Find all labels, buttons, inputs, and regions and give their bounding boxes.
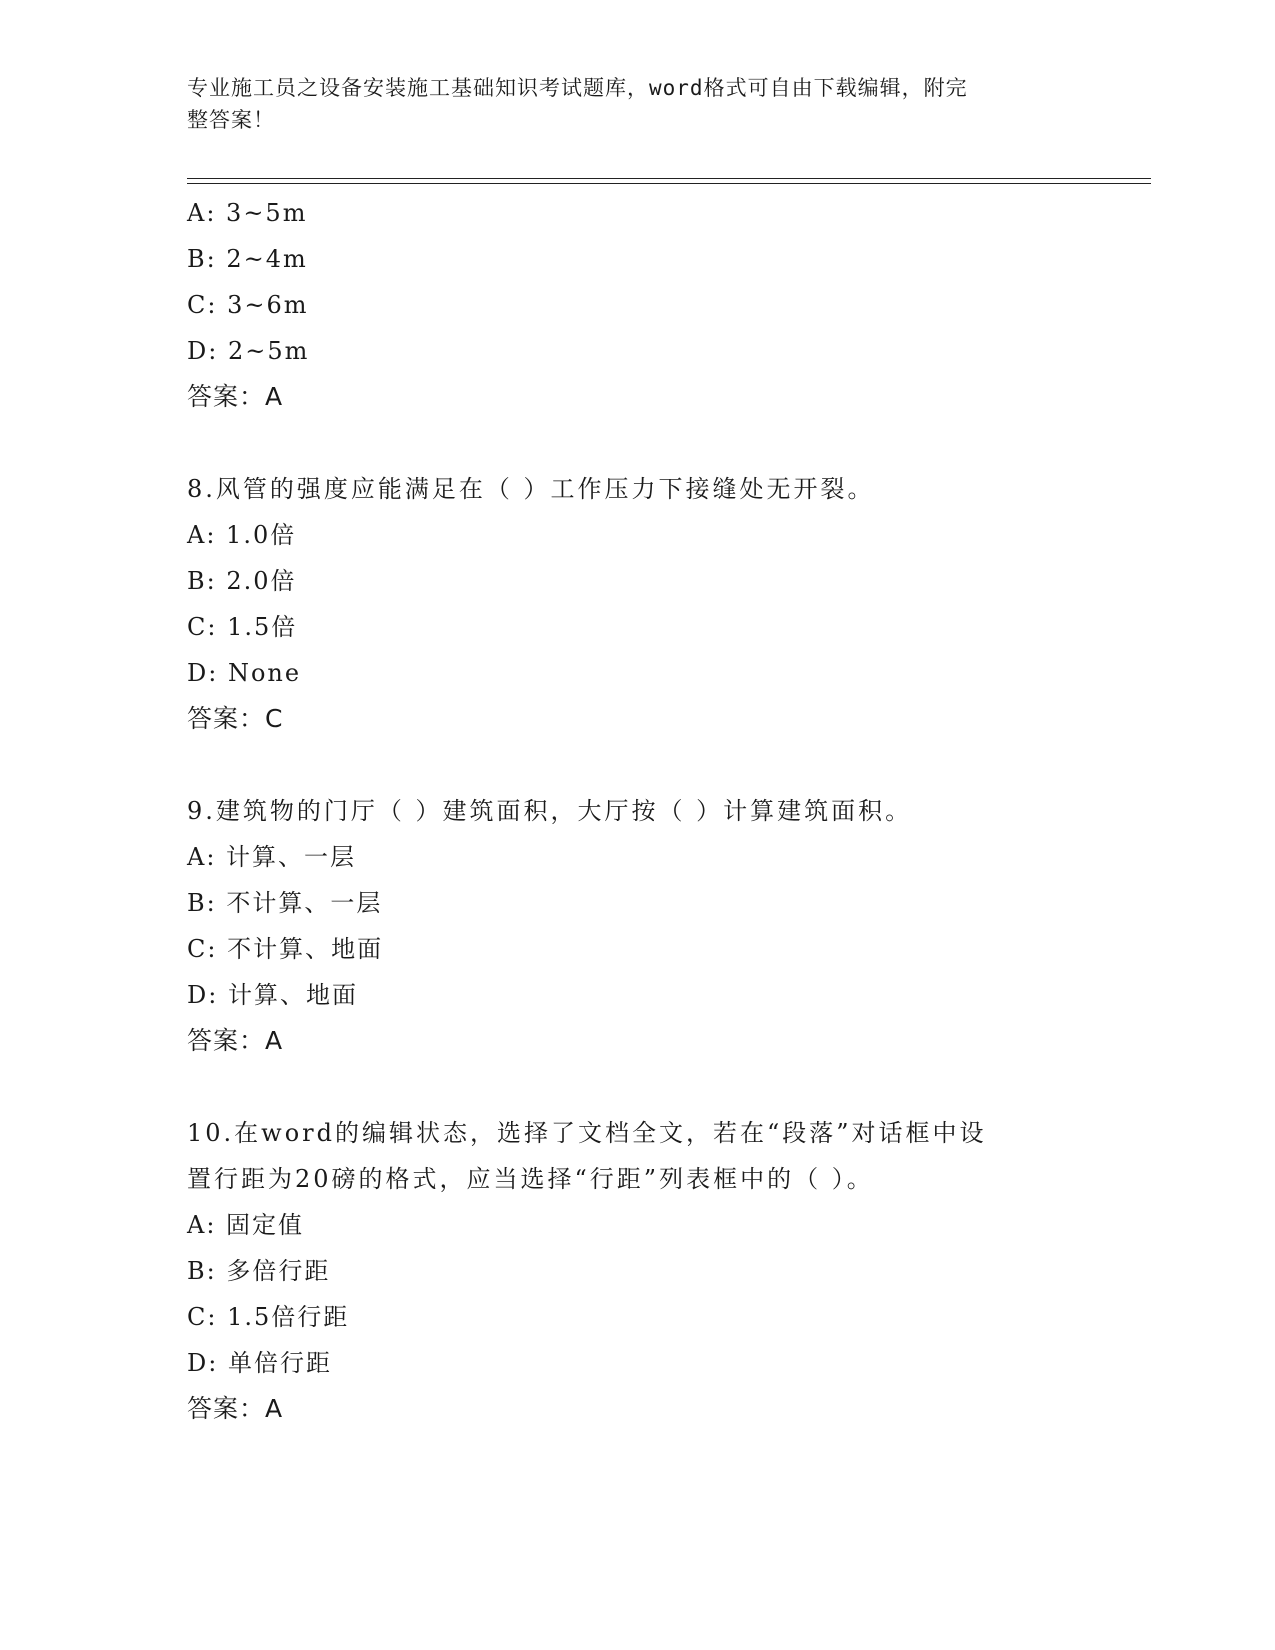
question-stem: 9.建筑物的门厅（ ）建筑面积，大厅按（ ）计算建筑面积。: [187, 797, 913, 825]
option-c: C: 不计算、地面: [187, 935, 384, 963]
option-b: B: 多倍行距: [187, 1257, 331, 1285]
option-c: C: 3~6m: [187, 291, 309, 319]
question-7-continued: [187, 190, 1067, 420]
option-b: B: 不计算、一层: [187, 889, 383, 917]
page-header: [187, 72, 1067, 136]
option-a: A: 固定值: [187, 1211, 305, 1239]
option-d: D: 计算、地面: [187, 981, 358, 1009]
answer-label: 答案：A: [187, 1026, 284, 1055]
answer-label: 答案：C: [187, 704, 284, 733]
question-list: [187, 190, 1067, 1432]
header-line-2: 整答案！: [187, 108, 275, 132]
header-line-1: 专业施工员之设备安装施工基础知识考试题库，word格式可自由下载编辑，附完: [187, 76, 968, 100]
header-divider-bottom: [187, 183, 1151, 184]
question-stem-line-1: 10.在word的编辑状态，选择了文档全文，若在“段落”对话框中设: [187, 1119, 987, 1147]
option-a: A: 计算、一层: [187, 843, 357, 871]
question-10: [187, 1110, 1067, 1432]
option-b: B: 2.0倍: [187, 567, 297, 595]
question-stem: 8.风管的强度应能满足在（ ）工作压力下接缝处无开裂。: [187, 475, 875, 503]
option-a: A: 1.0倍: [187, 521, 297, 549]
option-d: D: None: [187, 659, 302, 687]
question-9: [187, 788, 1067, 1064]
option-b: B: 2~4m: [187, 245, 308, 273]
question-8: [187, 466, 1067, 742]
question-stem-line-2: 置行距为20磅的格式，应当选择“行距”列表框中的（ ）。: [187, 1165, 874, 1193]
option-d: D: 2~5m: [187, 337, 310, 365]
option-c: C: 1.5倍行距: [187, 1303, 350, 1331]
option-c: C: 1.5倍: [187, 613, 298, 641]
answer-label: 答案：A: [187, 1394, 284, 1423]
header-divider-top: [187, 178, 1151, 179]
option-d: D: 单倍行距: [187, 1349, 332, 1377]
option-a: A: 3~5m: [187, 199, 308, 227]
answer-label: 答案：A: [187, 382, 284, 411]
